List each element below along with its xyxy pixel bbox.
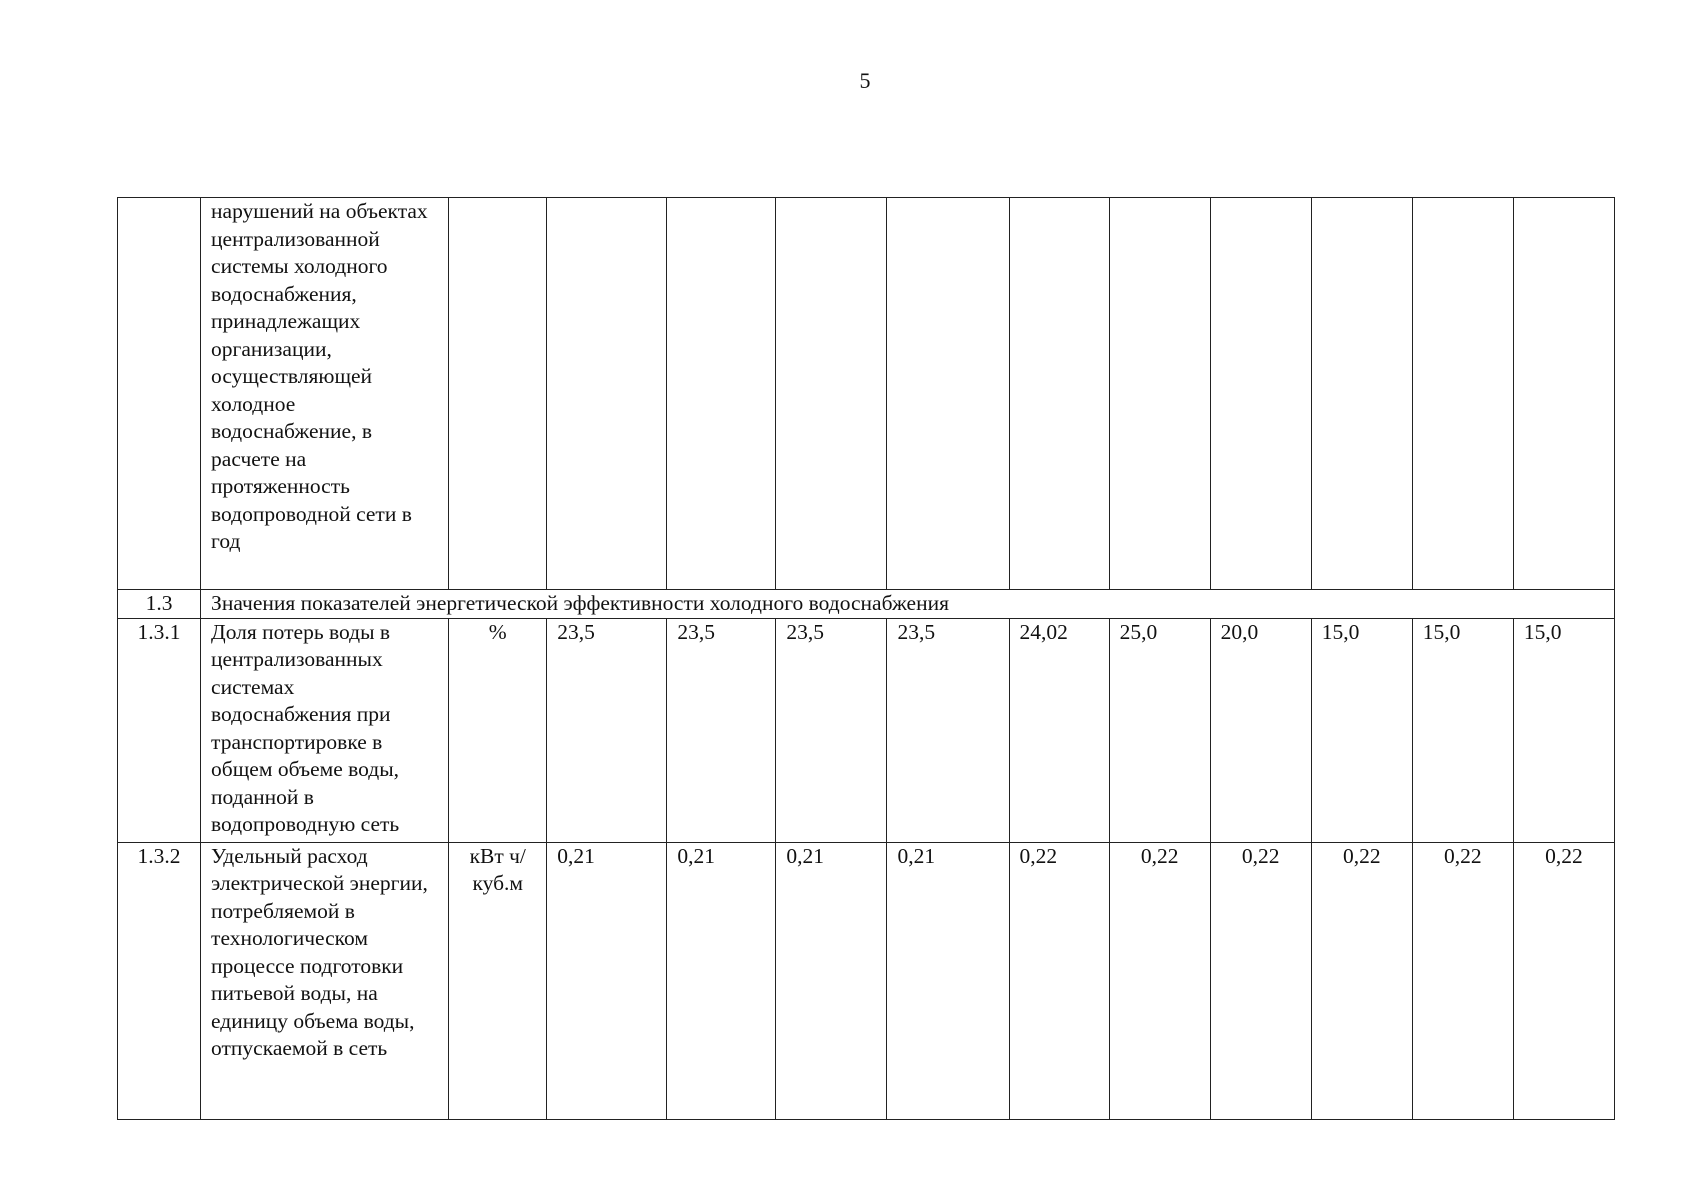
table-row	[118, 618, 1615, 842]
value-cell: 0,22	[1412, 842, 1513, 1119]
page-number: 5	[859, 68, 871, 93]
value-cell: 23,5	[887, 618, 1009, 842]
table-row	[118, 842, 1615, 1119]
value-cell: 15,0	[1513, 618, 1614, 842]
value-cell: 0,22	[1109, 842, 1210, 1119]
value-cell: 23,5	[547, 618, 667, 842]
value-cell: 0,22	[1513, 842, 1614, 1119]
unit-cell	[449, 198, 547, 590]
value-cell: 23,5	[667, 618, 776, 842]
value-cell	[1513, 198, 1614, 590]
value-cell	[1009, 198, 1109, 590]
value-cell: 0,22	[1009, 842, 1109, 1119]
table-row-section	[118, 590, 1615, 619]
value-cell	[887, 198, 1009, 590]
section-title: Значения показателей энергетической эффективности холодного водоснабжения	[201, 590, 1615, 619]
value-cell	[1109, 198, 1210, 590]
row-number: 1.3.1	[118, 618, 201, 842]
value-cell	[1210, 198, 1311, 590]
indicator-name: Доля потерь воды в централизованных системах водоснабжения при транспортировке в общем объеме воды, поданной в водопроводную сеть	[201, 618, 449, 842]
unit-cell: кВт ч/куб.м	[449, 842, 547, 1119]
row-number: 1.3.2	[118, 842, 201, 1119]
table-row-continuation	[118, 198, 1615, 590]
indicator-name: Удельный расход электрической энергии, потребляемой в технологическом процессе подготовки питьевой воды, на единицу объема воды, отпускаемой в сеть	[201, 842, 449, 1119]
row-number	[118, 198, 201, 590]
value-cell: 15,0	[1311, 618, 1412, 842]
value-cell: 0,22	[1311, 842, 1412, 1119]
value-cell: 15,0	[1412, 618, 1513, 842]
value-cell	[776, 198, 887, 590]
value-cell: 0,21	[667, 842, 776, 1119]
indicator-name: нарушений на объектах централизованной системы холодного водоснабжения, принадлежащих организации, осуществляющей холодное водоснабжение, в расчете на протяженность водопроводной сети в год	[201, 198, 449, 590]
value-cell: 20,0	[1210, 618, 1311, 842]
section-number: 1.3	[118, 590, 201, 619]
value-cell: 0,21	[547, 842, 667, 1119]
indicators-table	[117, 197, 1615, 1120]
value-cell	[1412, 198, 1513, 590]
value-cell: 24,02	[1009, 618, 1109, 842]
value-cell: 23,5	[776, 618, 887, 842]
value-cell: 0,21	[887, 842, 1009, 1119]
value-cell	[1311, 198, 1412, 590]
value-cell: 0,22	[1210, 842, 1311, 1119]
value-cell	[667, 198, 776, 590]
unit-cell: %	[449, 618, 547, 842]
value-cell: 25,0	[1109, 618, 1210, 842]
value-cell	[547, 198, 667, 590]
value-cell: 0,21	[776, 842, 887, 1119]
